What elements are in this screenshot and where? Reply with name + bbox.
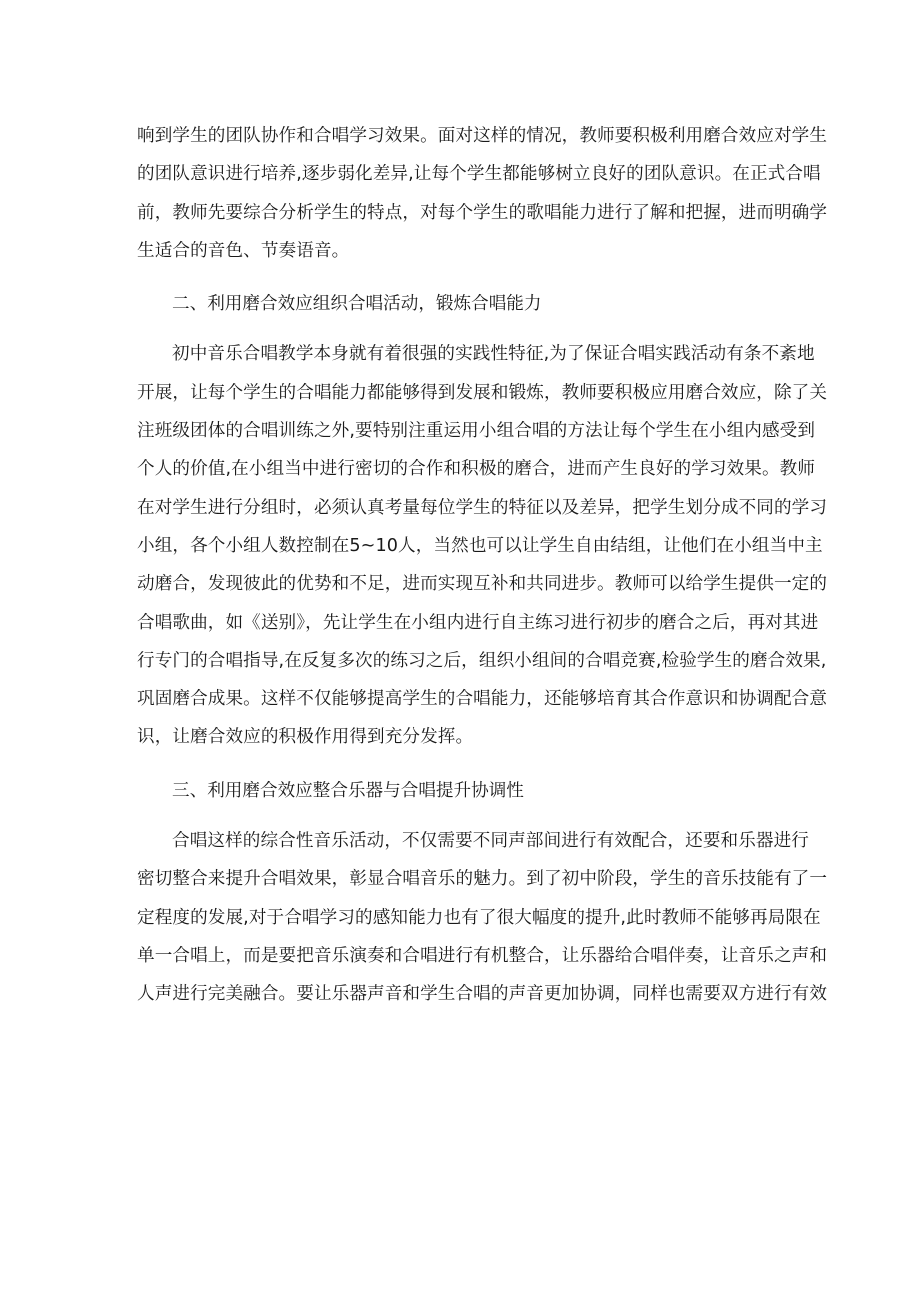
text-line: 合唱这样的综合性音乐活动，不仅需要不同声部间进行有效配合，还要和乐器进行 bbox=[172, 831, 809, 852]
text-line: 响到学生的团队协作和合唱学习效果。面对这样的情况，教师要积极利用磨合效应对学生 bbox=[137, 126, 828, 146]
text-line: 小组，各个小组人数控制在5~10人，当然也可以让学生自由结组，让他们在小组当中主 bbox=[137, 535, 823, 556]
text-line: 识，让磨合效应的积极作用得到充分发挥。 bbox=[137, 727, 474, 748]
text-line: 的团队意识进行培养,逐步弱化差异,让每个学生都能够树立良好的团队意识。在正式合唱 bbox=[137, 164, 821, 185]
document-body bbox=[137, 117, 828, 1014]
text-line: 合唱歌曲，如《送别》，先让学生在小组内进行自主练习进行初步的磨合之后，再对其进 bbox=[137, 612, 819, 633]
text-line: 在对学生进行分组时，必须认真考量每位学生的特征以及差异，把学生划分成不同的学习 bbox=[137, 497, 828, 518]
text-line: 个人的价值,在小组当中进行密切的合作和积极的磨合，进而产生良好的学习效果。教师 bbox=[137, 459, 816, 480]
text-line: 单一合唱上，而是要把音乐演奏和合唱进行有机整合，让乐器给合唱伴奏，让音乐之声和 bbox=[137, 945, 828, 966]
text-line: 注班级团体的合唱训练之外,要特别注重运用小组合唱的方法让每个学生在小组内感受到 bbox=[137, 421, 816, 442]
text-line: 行专门的合唱指导,在反复多次的练习之后，组织小组间的合唱竞赛,检验学生的磨合效果, bbox=[137, 650, 827, 671]
text-line: 人声进行完美融合。要让乐器声音和学生合唱的声音更加协调，同样也需要双方进行有效 bbox=[137, 984, 828, 1005]
text-line: 动磨合，发现彼此的优势和不足，进而实现互补和共同进步。教师可以给学生提供一定的 bbox=[137, 574, 828, 595]
section-heading-3: 三、利用磨合效应整合乐器与合唱提升协调性 bbox=[172, 780, 524, 801]
text-line: 定程度的发展,对于合唱学习的感知能力也有了很大幅度的提升,此时教师不能够再局限在 bbox=[137, 907, 821, 928]
paragraph-instrument-integration bbox=[137, 822, 828, 1013]
text-line: 初中音乐合唱教学本身就有着很强的实践性特征,为了保证合唱实践活动有条不紊地 bbox=[172, 344, 815, 365]
text-line: 生适合的音色、节奏语音。 bbox=[137, 240, 350, 261]
paragraph-team-awareness bbox=[137, 117, 828, 270]
text-line: 开展，让每个学生的合唱能力都能够得到发展和锻炼，教师要积极应用磨合效应，除了关 bbox=[137, 382, 828, 403]
paragraph-choir-activities bbox=[137, 335, 828, 756]
text-line: 巩固磨合成果。这样不仅能够提高学生的合唱能力，还能够培育其合作意识和协调配合意 bbox=[137, 689, 828, 710]
text-line: 密切整合来提升合唱效果，彰显合唱音乐的魅力。到了初中阶段，学生的音乐技能有了一 bbox=[137, 869, 828, 890]
text-line: 前，教师先要综合分析学生的特点，对每个学生的歌唱能力进行了解和把握，进而明确学 bbox=[137, 202, 828, 223]
section-heading-2: 二、利用磨合效应组织合唱活动，锻炼合唱能力 bbox=[172, 294, 542, 315]
